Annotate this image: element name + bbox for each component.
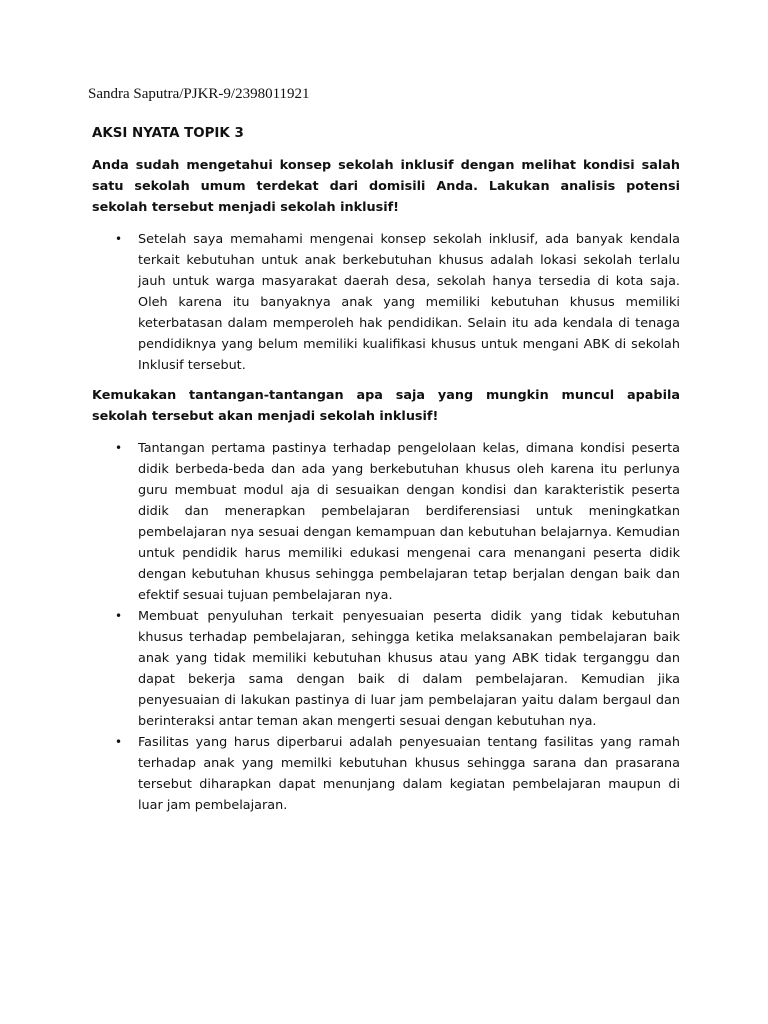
bullet-icon: • xyxy=(115,735,123,749)
question-2: Kemukakan tantangan-tantangan apa saja yang mungkin muncul apabila sekolah tersebut akan menjadi sekolah inklusif! xyxy=(92,388,680,424)
answer-list-2 xyxy=(92,438,680,816)
list-item xyxy=(115,606,680,732)
answer-text: Tantangan pertama pastinya terhadap pengelolaan kelas, dimana kondisi peserta didik berbeda-beda dan ada yang berkebutuhan khusus oleh karena itu perlunya guru membuat modul aja di sesuaikan dengan kondisi dan karakteristik peserta didik dan menerapkan pembelajaran berdiferensiasi untuk meningkatkan pembelajaran nya sesuai dengan kemampuan dan kebutuhan belajarnya. Kemudian untuk pendidik harus memiliki edukasi mengenai cara menangani peserta didik dengan kebutuhan khusus sehingga pembelajaran tetap berjalan dengan baik dan efektif sesuai tujuan pembelajaran nya. xyxy=(138,441,680,603)
list-item xyxy=(115,438,680,606)
list-item xyxy=(115,229,680,376)
answer-text: Setelah saya memahami mengenai konsep sekolah inklusif, ada banyak kendala terkait kebutuhan untuk anak berkebutuhan khusus adalah lokasi sekolah terlalu jauh untuk warga masyarakat daerah desa, sekolah hanya tersedia di kota saja. Oleh karena itu banyaknya anak yang memiliki kebutuhan khusus memiliki keterbatasan dalam memperoleh hak pendidikan. Selain itu ada kendala di tenaga pendidiknya yang belum memiliki kualifikasi khusus untuk mengani ABK di sekolah Inklusif tersebut. xyxy=(138,232,680,373)
bullet-icon: • xyxy=(115,609,123,623)
answer-text: Fasilitas yang harus diperbarui adalah penyesuaian tentang fasilitas yang ramah terhadap anak yang memilki kebutuhan khusus sehingga sarana dan prasarana tersebut diharapkan dapat menunjang dalam kegiatan pembelajaran maupun di luar jam pembelajaran. xyxy=(138,735,680,813)
answer-text: Membuat penyuluhan terkait penyesuaian peserta didik yang tidak kebutuhan khusus terhadap pembelajaran, sehingga ketika melaksanakan pembelajaran baik anak yang tidak memiliki kebutuhan khusus atau yang ABK tidak terganggu dan dapat bekerja sama dengan baik di dalam pembelajaran. Kemudian jika penyesuaian di lakukan pastinya di luar jam pembelajaran yaitu dalam bergaul dan berinteraksi antar teman akan mengerti sesuai dengan kebutuhan nya. xyxy=(138,609,680,729)
bullet-icon: • xyxy=(115,232,123,246)
author-line: Sandra Saputra/PJKR-9/2398011921 xyxy=(88,86,310,102)
bullet-icon: • xyxy=(115,441,123,455)
document-title: AKSI NYATA TOPIK 3 xyxy=(92,126,244,141)
list-item xyxy=(115,732,680,816)
document-body xyxy=(92,124,680,816)
answer-list-1 xyxy=(92,229,680,376)
question-1: Anda sudah mengetahui konsep sekolah inklusif dengan melihat kondisi salah satu sekolah umum terdekat dari domisili Anda. Lakukan analisis potensi sekolah tersebut menjadi sekolah inklusif! xyxy=(92,158,680,215)
